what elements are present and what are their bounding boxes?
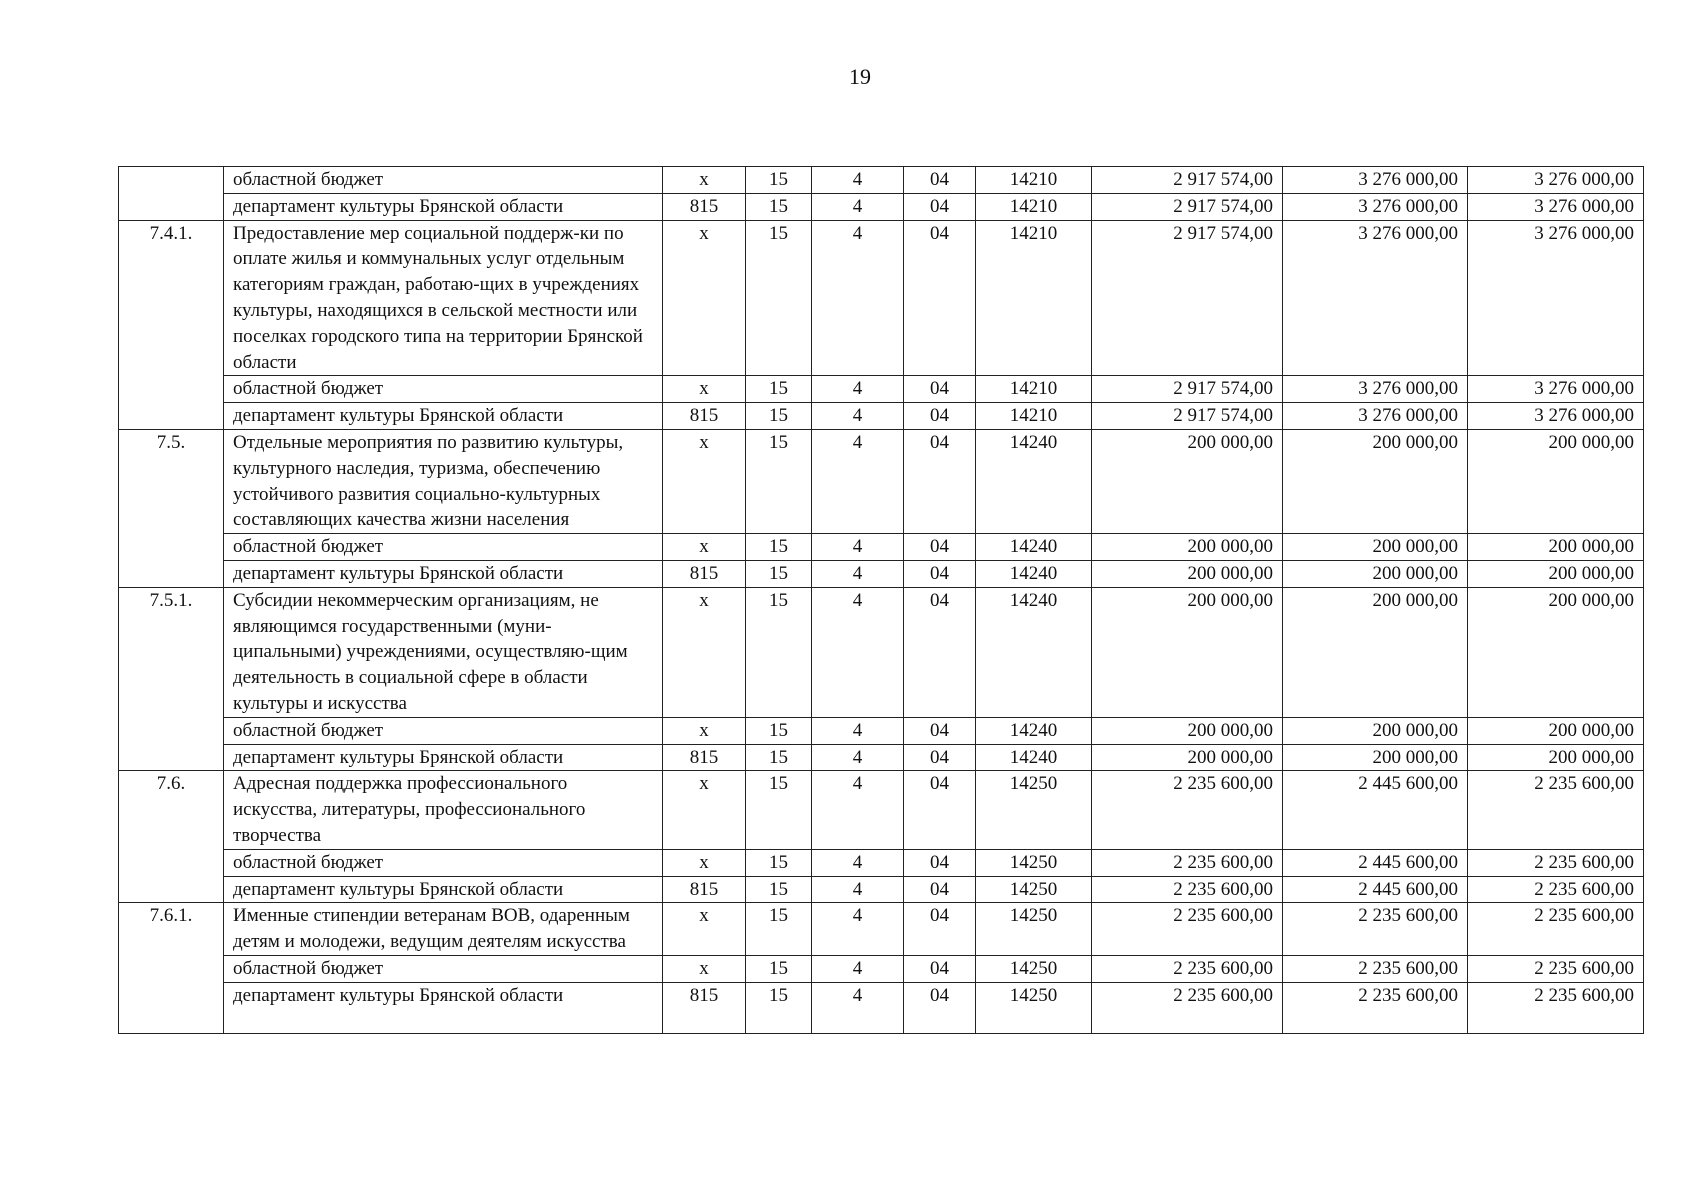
code-direction: 14240 [976,717,1092,744]
table-row [119,220,1644,376]
code-subprogram: 04 [904,849,976,876]
amount-year-1: 2 917 574,00 [1092,220,1283,376]
amount-year-3: 200 000,00 [1468,429,1644,533]
amount-year-2: 2 445 600,00 [1283,876,1468,903]
table-row [119,849,1644,876]
code-subprogram: 04 [904,744,976,771]
amount-year-1: 2 917 574,00 [1092,403,1283,430]
code-subprogram: 04 [904,903,976,956]
code-section: 15 [746,744,812,771]
amount-year-2: 3 276 000,00 [1283,376,1468,403]
code-section: 15 [746,376,812,403]
table-row [119,167,1644,194]
code-direction: 14240 [976,534,1092,561]
code-program: 4 [812,771,904,849]
code-direction: 14250 [976,955,1092,982]
code-admin: x [663,771,746,849]
code-admin: x [663,955,746,982]
code-subprogram: 04 [904,193,976,220]
amount-year-1: 200 000,00 [1092,744,1283,771]
table-row [119,717,1644,744]
code-section: 15 [746,534,812,561]
amount-year-1: 200 000,00 [1092,560,1283,587]
code-section: 15 [746,955,812,982]
code-program: 4 [812,903,904,956]
row-number: 7.5. [119,429,224,587]
row-name: Именные стипендии ветеранам ВОВ, одаренным детям и молодежи, ведущим деятелям искусства [224,903,663,956]
code-admin: x [663,220,746,376]
code-subprogram: 04 [904,403,976,430]
code-subprogram: 04 [904,534,976,561]
amount-year-3: 2 235 600,00 [1468,771,1644,849]
amount-year-1: 200 000,00 [1092,429,1283,533]
amount-year-1: 200 000,00 [1092,587,1283,717]
amount-year-1: 2 917 574,00 [1092,167,1283,194]
row-name: областной бюджет [224,849,663,876]
row-number: 7.5.1. [119,587,224,771]
table-row [119,903,1644,956]
code-admin: 815 [663,744,746,771]
row-number: 7.6.1. [119,903,224,1033]
amount-year-2: 2 235 600,00 [1283,903,1468,956]
code-admin: 815 [663,876,746,903]
code-program: 4 [812,193,904,220]
amount-year-2: 200 000,00 [1283,744,1468,771]
row-number: 7.6. [119,771,224,903]
code-direction: 14250 [976,771,1092,849]
code-direction: 14210 [976,193,1092,220]
row-name: департамент культуры Брянской области [224,560,663,587]
code-program: 4 [812,876,904,903]
code-admin: 815 [663,193,746,220]
code-program: 4 [812,587,904,717]
code-program: 4 [812,560,904,587]
code-admin: 815 [663,403,746,430]
code-subprogram: 04 [904,376,976,403]
amount-year-3: 2 235 600,00 [1468,903,1644,956]
amount-year-1: 2 917 574,00 [1092,376,1283,403]
amount-year-1: 200 000,00 [1092,534,1283,561]
row-name: областной бюджет [224,534,663,561]
row-name: Субсидии некоммерческим организациям, не являющимся государственными (муни-ципальными) учреждениями, осуществляю-щим деятельность в социальной сфере в области культуры и искусства [224,587,663,717]
row-name: департамент культуры Брянской области [224,193,663,220]
row-number: 7.4.1. [119,220,224,429]
row-name: областной бюджет [224,717,663,744]
code-subprogram: 04 [904,167,976,194]
table-row [119,193,1644,220]
code-admin: x [663,534,746,561]
code-admin: x [663,376,746,403]
code-section: 15 [746,193,812,220]
amount-year-1: 200 000,00 [1092,717,1283,744]
amount-year-1: 2 235 600,00 [1092,903,1283,956]
amount-year-1: 2 235 600,00 [1092,771,1283,849]
code-section: 15 [746,771,812,849]
code-subprogram: 04 [904,876,976,903]
code-admin: 815 [663,560,746,587]
code-direction: 14240 [976,587,1092,717]
row-name: департамент культуры Брянской области [224,403,663,430]
amount-year-1: 2 917 574,00 [1092,193,1283,220]
amount-year-3: 2 235 600,00 [1468,982,1644,1033]
amount-year-1: 2 235 600,00 [1092,955,1283,982]
table-row [119,560,1644,587]
code-subprogram: 04 [904,220,976,376]
amount-year-2: 200 000,00 [1283,534,1468,561]
amount-year-3: 3 276 000,00 [1468,376,1644,403]
amount-year-2: 2 445 600,00 [1283,771,1468,849]
table-row [119,429,1644,533]
amount-year-3: 200 000,00 [1468,560,1644,587]
amount-year-3: 2 235 600,00 [1468,955,1644,982]
code-program: 4 [812,744,904,771]
table-row [119,876,1644,903]
table-row [119,982,1644,1033]
row-name: Предоставление мер социальной поддерж-ки по оплате жилья и коммунальных услуг отдельным категориям граждан, работаю-щих в учреждениях культуры, находящихся в сельской местности или поселках городского типа на территории Брянской области [224,220,663,376]
row-name: областной бюджет [224,167,663,194]
page-number: 19 [849,64,871,89]
code-direction: 14250 [976,876,1092,903]
amount-year-2: 2 235 600,00 [1283,982,1468,1033]
amount-year-1: 2 235 600,00 [1092,849,1283,876]
code-subprogram: 04 [904,587,976,717]
code-direction: 14240 [976,744,1092,771]
code-section: 15 [746,587,812,717]
code-section: 15 [746,903,812,956]
code-direction: 14240 [976,560,1092,587]
row-name: областной бюджет [224,955,663,982]
code-section: 15 [746,982,812,1033]
row-name: областной бюджет [224,376,663,403]
amount-year-3: 200 000,00 [1468,534,1644,561]
row-name: департамент культуры Брянской области [224,982,663,1033]
code-direction: 14250 [976,849,1092,876]
amount-year-3: 3 276 000,00 [1468,403,1644,430]
code-program: 4 [812,955,904,982]
code-admin: x [663,429,746,533]
code-program: 4 [812,849,904,876]
amount-year-2: 200 000,00 [1283,560,1468,587]
code-subprogram: 04 [904,982,976,1033]
budget-table [118,166,1644,1034]
code-program: 4 [812,220,904,376]
amount-year-2: 3 276 000,00 [1283,403,1468,430]
amount-year-3: 2 235 600,00 [1468,849,1644,876]
code-admin: x [663,849,746,876]
code-direction: 14250 [976,982,1092,1033]
amount-year-2: 3 276 000,00 [1283,167,1468,194]
code-direction: 14210 [976,403,1092,430]
amount-year-3: 3 276 000,00 [1468,167,1644,194]
amount-year-3: 3 276 000,00 [1468,220,1644,376]
code-section: 15 [746,220,812,376]
row-name: Адресная поддержка профессионального искусства, литературы, профессионального творчества [224,771,663,849]
amount-year-2: 3 276 000,00 [1283,220,1468,376]
code-admin: x [663,167,746,194]
code-program: 4 [812,982,904,1033]
table-row [119,955,1644,982]
code-section: 15 [746,403,812,430]
amount-year-3: 2 235 600,00 [1468,876,1644,903]
code-program: 4 [812,534,904,561]
amount-year-3: 200 000,00 [1468,717,1644,744]
table-row [119,403,1644,430]
amount-year-3: 3 276 000,00 [1468,193,1644,220]
code-program: 4 [812,403,904,430]
row-name: департамент культуры Брянской области [224,744,663,771]
code-section: 15 [746,560,812,587]
code-subprogram: 04 [904,955,976,982]
amount-year-2: 200 000,00 [1283,587,1468,717]
amount-year-1: 2 235 600,00 [1092,876,1283,903]
code-section: 15 [746,876,812,903]
row-name: департамент культуры Брянской области [224,876,663,903]
table-body [119,167,1644,1034]
amount-year-2: 200 000,00 [1283,429,1468,533]
table-row [119,534,1644,561]
table-row [119,376,1644,403]
code-section: 15 [746,849,812,876]
code-subprogram: 04 [904,560,976,587]
amount-year-2: 200 000,00 [1283,717,1468,744]
table-row [119,771,1644,849]
code-program: 4 [812,717,904,744]
code-subprogram: 04 [904,429,976,533]
row-number [119,167,224,221]
row-name: Отдельные мероприятия по развитию культуры, культурного наследия, туризма, обеспечению устойчивого развития социально-культурных составляющих качества жизни населения [224,429,663,533]
code-direction: 14210 [976,220,1092,376]
code-direction: 14240 [976,429,1092,533]
code-admin: x [663,587,746,717]
code-admin: x [663,903,746,956]
code-subprogram: 04 [904,717,976,744]
amount-year-3: 200 000,00 [1468,587,1644,717]
code-section: 15 [746,717,812,744]
amount-year-2: 3 276 000,00 [1283,193,1468,220]
amount-year-2: 2 445 600,00 [1283,849,1468,876]
code-program: 4 [812,376,904,403]
code-admin: x [663,717,746,744]
code-program: 4 [812,429,904,533]
amount-year-2: 2 235 600,00 [1283,955,1468,982]
table-row [119,587,1644,717]
code-direction: 14210 [976,167,1092,194]
amount-year-3: 200 000,00 [1468,744,1644,771]
code-direction: 14250 [976,903,1092,956]
code-admin: 815 [663,982,746,1033]
code-section: 15 [746,167,812,194]
code-section: 15 [746,429,812,533]
amount-year-1: 2 235 600,00 [1092,982,1283,1033]
code-program: 4 [812,167,904,194]
code-direction: 14210 [976,376,1092,403]
code-subprogram: 04 [904,771,976,849]
table-row [119,744,1644,771]
